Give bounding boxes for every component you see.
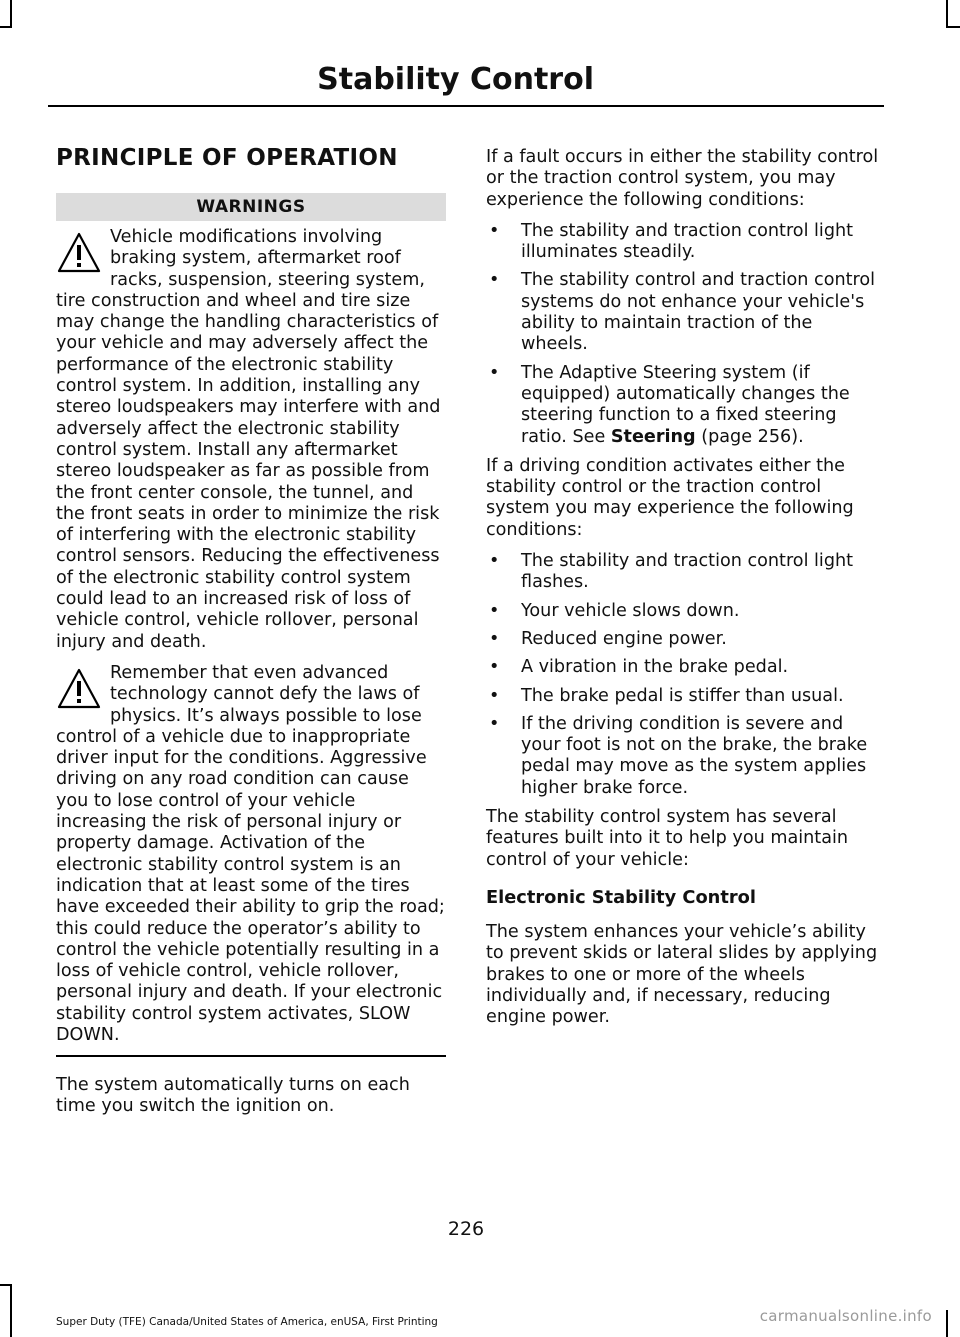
crop-mark [0, 1284, 12, 1286]
left-column [56, 145, 446, 1127]
footer-text: Super Duty (TFE) Canada/United States of America, enUSA, First Printing [56, 1316, 438, 1328]
activation-list [486, 551, 882, 799]
warning-text-2: Remember that even advanced technology cannot defy the laws of physics. It’s always possible to lose control of a vehicle due to inappropriate driver input for the conditions. Aggressive driving on any road condition can cause you to lose control of your vehicle increasing the risk of personal injury or property damage. Activation of the electronic stability control system is an indication that at least some of the tires have exceeded their ability to grip the road; this could reduce the operator’s ability to control the vehicle potentially resulting in a loss of vehicle control, vehicle rollover, personal injury and death. If your electronic stability control system activates, SLOW DOWN. [56, 662, 445, 1045]
section-heading: PRINCIPLE OF OPERATION [56, 145, 398, 171]
steering-link[interactable]: Steering [610, 426, 696, 447]
warning-block-2 [56, 663, 446, 1046]
warning-text-1: Vehicle modifications involving braking system, aftermarket roof racks, suspension, steering system, tire construction and wheel and tire size may change the handling characteristics of your vehicle and may adversely affect the performance of the electronic stability control system. In addition, installing any stereo loudspeakers may interfere with and adversely affect the electronic stability control system. Install any aftermarket stereo loudspeaker as far as possible from the front center console, the tunnel, and the front seats in order to minimize the risk of interfering with the electronic stability control sensors. Reducing the effectiveness of the electronic stability control system could lead to an increased risk of loss of vehicle control, vehicle rollover, personal injury and death. [56, 227, 441, 652]
warning-block-1 [56, 227, 446, 653]
crop-mark [10, 0, 12, 26]
right-column [486, 147, 882, 1038]
crop-mark [0, 26, 12, 28]
list-item: • The stability and traction control light illuminates steadily. [489, 220, 854, 263]
list-item: • Reduced engine power. [489, 628, 727, 649]
esc-paragraph: The system enhances your vehicle’s ability to prevent skids or lateral slides by applying brakes to one or more of the wheels individually and, if necessary, reducing engine power. [486, 921, 878, 1028]
header-rule [48, 105, 884, 107]
fault-list [486, 221, 882, 448]
crop-mark [946, 26, 960, 28]
warning-triangle-icon [56, 667, 102, 711]
list-item: • Your vehicle slows down. [489, 600, 740, 621]
warnings-end-rule [56, 1055, 446, 1057]
warning-triangle-icon [56, 231, 102, 275]
crop-mark [946, 0, 948, 26]
list-item: • A vibration in the brake pedal. [489, 657, 789, 678]
page-title: Stability Control [317, 62, 594, 97]
activation-intro: If a driving condition activates either the stability control or the traction control system you may experience the following conditions: [486, 455, 854, 540]
list-item: • The brake pedal is stiffer than usual. [489, 685, 844, 706]
crop-mark [10, 1284, 12, 1337]
ignition-paragraph: The system automatically turns on each time you switch the ignition on. [56, 1074, 410, 1117]
esc-heading: Electronic Stability Control [486, 886, 756, 908]
crop-mark [946, 1310, 948, 1337]
list-item: • If the driving condition is severe and your foot is not on the brake, the brake pedal may move as the system applies higher brake force. [489, 713, 868, 798]
features-intro: The stability control system has several features built into it to help you maintain control of your vehicle: [486, 807, 849, 870]
list-item: • The stability control and traction control systems do not enhance your vehicle's ability to maintain traction of the wheels. [489, 270, 876, 355]
list-item: • The stability and traction control light flashes. [489, 551, 854, 593]
fault-intro: If a fault occurs in either the stability control or the traction control system, you may experience the following conditions: [486, 147, 879, 210]
watermark: carmanualsonline.info [759, 1307, 932, 1325]
list-item: • The Adaptive Steering system (if equipped) automatically changes the steering function to a fixed steering ratio. See Steering (page 256). [489, 362, 850, 447]
page-number: 226 [447, 1218, 485, 1240]
warnings-label: WARNINGS [56, 193, 446, 221]
